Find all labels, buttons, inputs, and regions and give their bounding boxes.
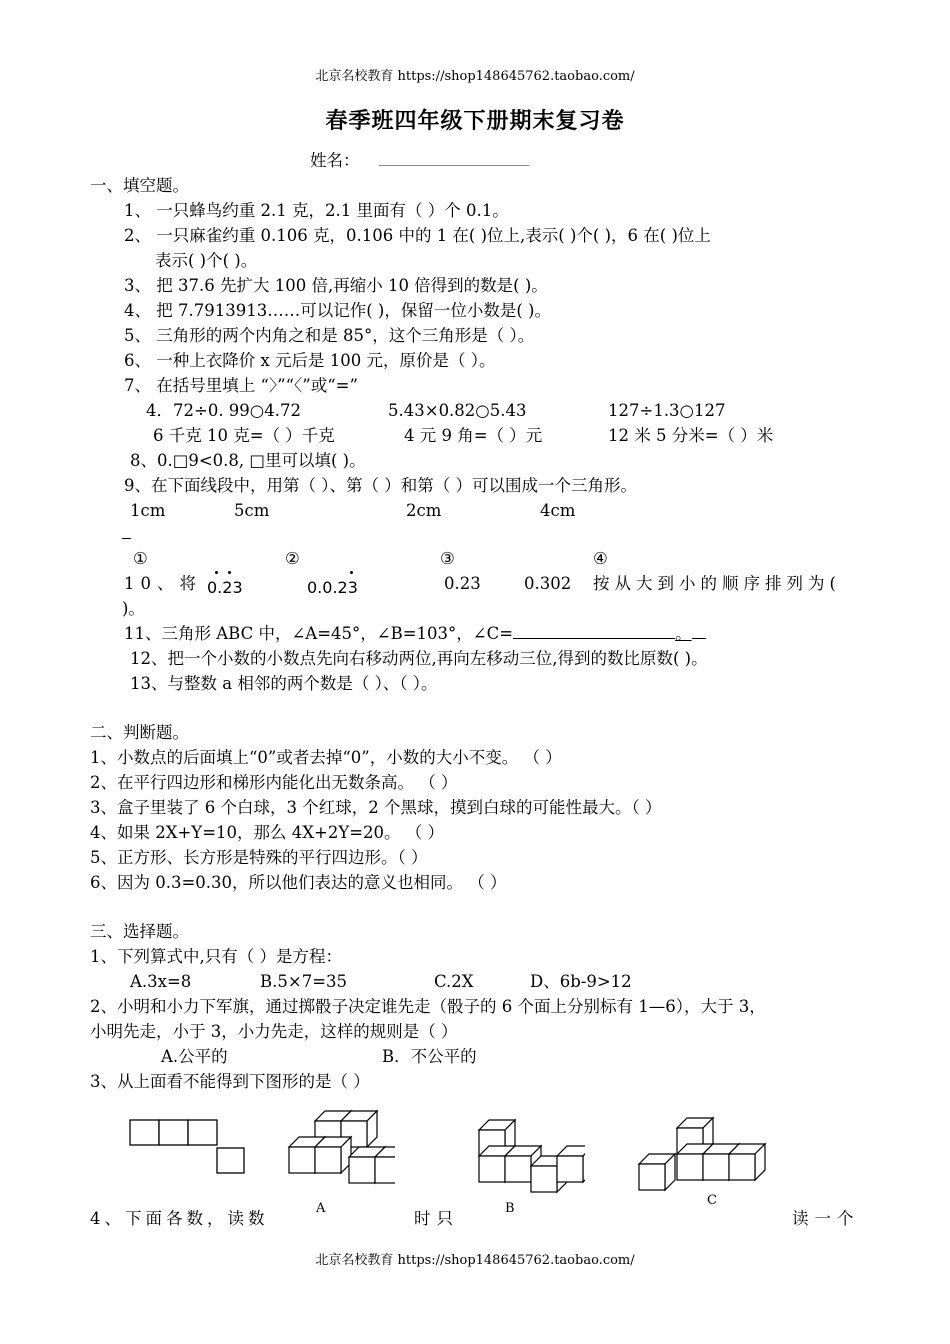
name-field[interactable]: [310, 150, 529, 172]
s1-question-7: 7、 在括号里填上 “〉”“〈”或“=”: [124, 376, 358, 395]
q2-option-b: B．不公平的: [382, 1047, 477, 1066]
s1-question-12: 12、把一个小数的小数点先向右移动两位,再向左移动三位,得到的数比原数( )。: [130, 649, 708, 668]
cube: [557, 1146, 585, 1182]
name-label: 姓名：: [310, 151, 360, 170]
q11-answer-blank[interactable]: [513, 623, 675, 639]
q9-mark-2: ②: [285, 549, 300, 568]
q7-compare-2: 5.43×0.82○5.43: [388, 401, 527, 420]
q9-mark-4: ④: [593, 549, 608, 568]
q10-number-4: 0.302: [524, 574, 572, 593]
cube: [639, 1154, 675, 1190]
cube: [729, 1144, 765, 1180]
s3-question-4-part3: 读一个: [792, 1209, 860, 1228]
s1-question-2a: 2、 一只麻雀约重 0.106 克，0.106 中的 1 在( )位上,表示( )个( )，6 在( )位上: [124, 226, 711, 245]
s2-item-3: 3、盒子里装了 6 个白球，3 个红球，2 个黑球，摸到白球的可能性最大。（ ）: [90, 798, 662, 817]
page-header: 北京名校教育 https://shop148645762.taobao.com/: [315, 69, 635, 84]
cube-figure-c: [635, 1108, 775, 1193]
cube: [315, 1137, 351, 1173]
top-view-figure: [128, 1118, 248, 1178]
page-title: 春季班四年级下册期末复习卷: [325, 108, 625, 134]
s2-item-5: 5、正方形、长方形是特殊的平行四边形。（ ）: [90, 848, 428, 867]
cube-figure-a: [285, 1108, 395, 1198]
s2-item-4: 4、如果 2X+Y=10，那么 4X+2Y=20。 （ ）: [90, 823, 445, 842]
s1-question-5: 5、 三角形的两个内角之和是 85°，这个三角形是（ ）。: [124, 326, 535, 345]
q9-length-3: 2cm: [406, 501, 442, 520]
s1-question-9: 9、在下面线段中，用第（ ）、第（ ）和第（ ）可以围成一个三角形。: [124, 476, 637, 495]
s1-question-2b: 表示( )个( )。: [155, 251, 258, 270]
q10-number-3: 0.23: [444, 574, 481, 593]
s1-question-6: 6、 一种上衣降价 x 元后是 100 元，原价是（ ）。: [124, 351, 496, 370]
s3-question-4-part1: 4、下面各数，读数: [90, 1209, 269, 1228]
page-footer: 北京名校教育 https://shop148645762.taobao.com/: [315, 1253, 635, 1268]
s1-question-11: 11、三角形 ABC 中，∠A=45°，∠B=103°，∠C= 。: [124, 623, 706, 645]
s2-item-2: 2、在平行四边形和梯形内能化出无数条高。 （ ）: [90, 773, 458, 792]
q9-mark-3: ③: [440, 549, 455, 568]
s3-question-1: 1、下列算式中,只有（ ）是方程：: [90, 947, 342, 966]
s3-question-4-part2: 时只: [414, 1209, 459, 1228]
q10-instruction: 按从大到小的顺序排列为(: [593, 574, 841, 593]
s1-question-3: 3、 把 37.6 先扩大 100 倍,再缩小 10 倍得到的数是( )。: [124, 276, 548, 295]
q7-convert-2: 4 元 9 角=（ ）元: [404, 426, 543, 445]
section1-heading: 一、填空题。: [90, 176, 189, 195]
s1-question-1: 1、 一只蜂鸟约重 2.1 克，2.1 里面有（ ）个 0.1。: [124, 201, 509, 220]
q1-option-d: D、6b-9>12: [530, 972, 632, 991]
s3-question-2a: 2、小明和小力下军旗，通过掷骰子决定谁先走（骰子的 6 个面上分别标有 1—6），大于 3，: [90, 997, 766, 1016]
q1-option-c: C.2X: [434, 972, 474, 991]
q10-number-2: 0.0.23: [307, 577, 358, 599]
s3-question-3: 3、从上面看不能得到下图形的是（ ）: [90, 1072, 370, 1091]
q7-compare-3: 127÷1.3○127: [608, 401, 726, 420]
figure-label-b: B: [505, 1201, 515, 1216]
s1-question-13: 13、与整数 a 相邻的两个数是（ ）、（ ）。: [130, 674, 438, 693]
q10-number-1: 0.23: [207, 577, 243, 599]
q9-mark-1: ①: [133, 549, 148, 568]
q9-segment-line: [122, 538, 131, 539]
q10-prefix: 10、将: [124, 574, 202, 593]
q7-convert-1: 6 千克 10 克=（ ）千克: [153, 426, 335, 445]
q9-length-1: 1cm: [130, 501, 166, 520]
q7-compare-1: 4．72÷0. 99○4.72: [146, 401, 301, 420]
s1-question-4: 4、 把 7.7913913……可以记作( )，保留一位小数是( )。: [124, 301, 551, 320]
s2-item-1: 1、小数点的后面填上“0”或者去掉“0”，小数的大小不变。 （ ）: [90, 748, 562, 767]
q1-option-a: A.3x=8: [130, 972, 192, 991]
q7-convert-3: 12 米 5 分米=（ ）米: [608, 426, 774, 445]
q9-length-2: 5cm: [234, 501, 270, 520]
cube-figure-b: [475, 1118, 585, 1198]
q10-end: )。: [122, 599, 145, 618]
section2-heading: 二、判断题。: [90, 723, 189, 742]
q9-length-4: 4cm: [540, 501, 576, 520]
figure-label-c: C: [707, 1193, 717, 1208]
figure-label-a: A: [316, 1201, 326, 1216]
s1-question-8: 8、0.□9<0.8, □里可以填( )。: [130, 451, 366, 470]
s3-question-2b: 小明先走，小于 3，小力先走，这样的规则是（ ）: [90, 1022, 458, 1041]
q1-option-b: B.5×7=35: [260, 972, 348, 991]
q2-option-a: A.公平的: [161, 1047, 228, 1066]
s2-item-6: 6、因为 0.3=0.30，所以他们表达的意义也相同。 （ ）: [90, 873, 507, 892]
section3-heading: 三、选择题。: [90, 922, 189, 941]
name-blank[interactable]: [379, 150, 529, 166]
